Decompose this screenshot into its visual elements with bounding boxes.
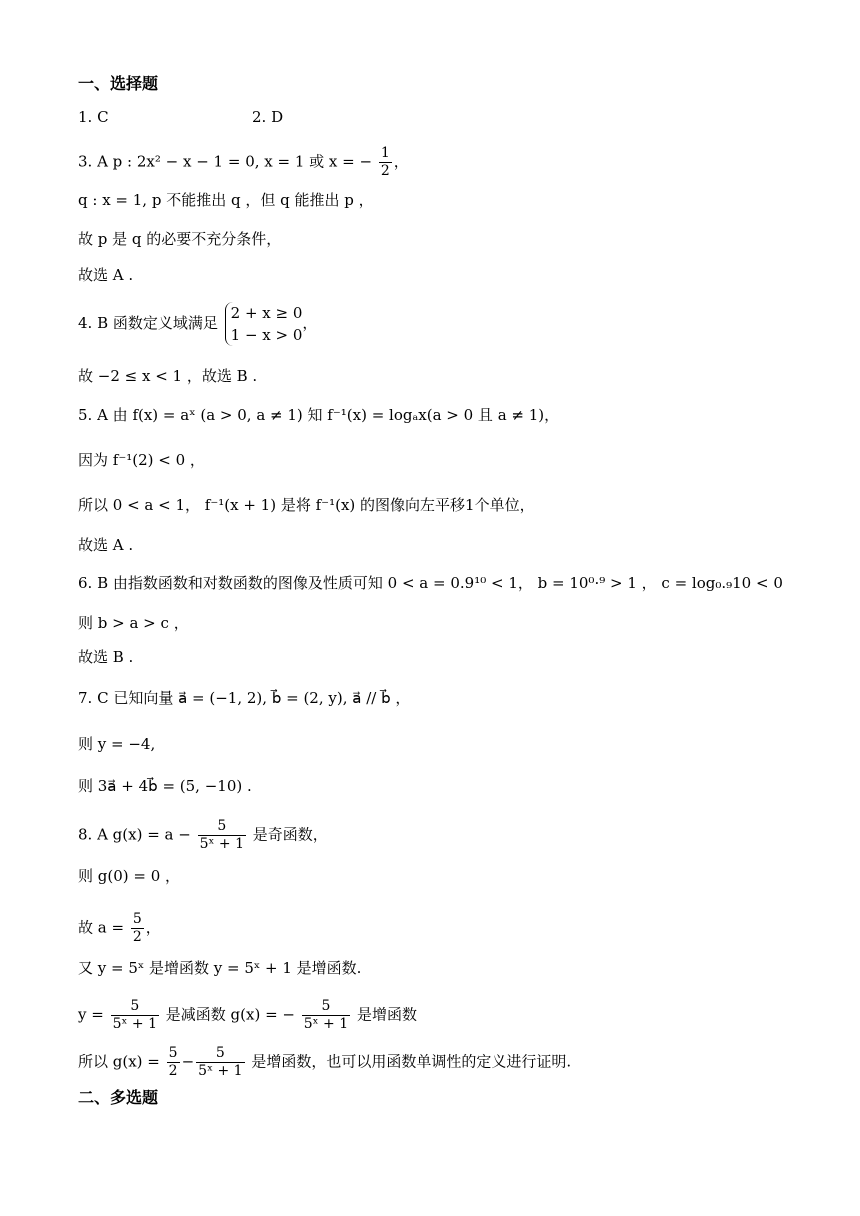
answer-1: 1. C <box>78 108 109 126</box>
fraction-denominator: 2 <box>168 1063 178 1079</box>
answer-8-l5-tail: 是增函数 <box>356 1005 417 1024</box>
answer-4-line-2: 故 −2 ≤ x < 1 ，故选 B . <box>78 367 258 385</box>
answer-5-line-4: 故选 A . <box>78 536 134 554</box>
answer-8-l3-head: 故 a = <box>78 918 125 937</box>
fraction-numerator: 5 <box>302 998 350 1016</box>
answer-5-line-1: 5. A 由 f(x) = aˣ (a > 0, a ≠ 1) 知 f⁻¹(x) = logₐx(a > 0 且 a ≠ 1)， <box>78 406 560 424</box>
answer-8-line-4: 又 y = 5ˣ 是增函数 y = 5ˣ + 1 是增函数. <box>78 959 362 977</box>
fraction-numerator: 5 <box>111 998 159 1016</box>
fraction <box>167 1045 180 1080</box>
fraction-denominator: 5ˣ + 1 <box>199 836 245 852</box>
fraction-denominator: 2 <box>380 163 390 179</box>
minus-sign: − <box>181 1052 195 1071</box>
fraction-numerator: 5 <box>132 911 142 927</box>
fraction-numerator: 5 <box>168 1045 178 1061</box>
answer-3-line-1 <box>78 145 409 180</box>
fraction-numerator: 5 <box>196 1045 244 1063</box>
fraction-denominator: 2 <box>132 929 142 945</box>
fraction <box>198 818 246 853</box>
fraction <box>111 998 159 1033</box>
fraction <box>302 998 350 1033</box>
answer-8-l5-mid: 是减函数 g(x) = − <box>165 1005 295 1024</box>
fraction-denominator: 5ˣ + 1 <box>198 1063 243 1079</box>
answer-3-line-2: q : x = 1, p 不能推出 q ，但 q 能推出 p ， <box>78 191 374 209</box>
answer-8-tail: 是奇函数， <box>252 825 328 844</box>
fraction <box>131 911 144 946</box>
section-title-multi: 二、多选题 <box>78 1088 159 1107</box>
answer-8-line-5 <box>78 998 417 1033</box>
answer-8-l5-head: y = <box>78 1005 104 1024</box>
answer-3-line-3: 故 p 是 q 的必要不充分条件， <box>78 230 282 248</box>
answer-3-line-4: 故选 A . <box>78 266 134 284</box>
answer-8-head: 8. A g(x) = a − <box>78 825 191 844</box>
fraction-denominator: 5ˣ + 1 <box>112 1016 157 1032</box>
answer-7-line-3: 则 3a⃗ + 4b⃗ = (5, −10) . <box>78 777 252 795</box>
answer-8-line-2: 则 g(0) = 0 ， <box>78 867 181 885</box>
answer-7-line-1: 7. C 已知向量 a⃗ = (−1, 2), b⃗ = (2, y), a⃗ // b⃗ ， <box>78 689 411 707</box>
answer-4-head: 4. B 函数定义域满足 <box>78 314 218 332</box>
answer-4-line-1 <box>78 302 317 346</box>
fraction-numerator: 5 <box>198 818 246 836</box>
answer-6-line-1: 6. B 由指数函数和对数函数的图像及性质可知 0 < a = 0.9¹⁰ < 1， b = 10⁰·⁹ > 1 ， c = log₀.₉10 < 0 <box>78 574 783 592</box>
fraction <box>196 1045 244 1080</box>
inequality-2: 1 − x > 0 <box>230 326 303 344</box>
inequality-system <box>225 302 303 346</box>
answer-5-line-2: 因为 f⁻¹(2) < 0 ， <box>78 451 205 469</box>
answer-8-line-6 <box>78 1045 571 1080</box>
answer-7-line-2: 则 y = −4, <box>78 735 156 753</box>
fraction-denominator: 5ˣ + 1 <box>303 1016 349 1032</box>
fraction <box>379 145 392 180</box>
answer-5-line-3: 所以 0 < a < 1， f⁻¹(x + 1) 是将 f⁻¹(x) 的图像向左平移1个单位， <box>78 496 535 514</box>
answer-4-tail: ， <box>302 314 318 332</box>
answer-3-head: 3. A p : 2x² − x − 1 = 0, x = 1 或 x = − <box>78 152 373 171</box>
answer-8-l6-head: 所以 g(x) = <box>78 1052 160 1071</box>
answer-8-line-3 <box>78 911 161 946</box>
answer-3-tail: ， <box>393 152 409 171</box>
answer-8-l6-tail: 是增函数，也可以用函数单调性的定义进行证明. <box>251 1052 572 1071</box>
inequality-1: 2 + x ≥ 0 <box>230 304 303 322</box>
answer-6-line-2: 则 b > a > c ， <box>78 614 189 632</box>
answer-2: 2. D <box>252 108 284 126</box>
section-title-choice: 一、选择题 <box>78 74 159 93</box>
answer-8-l3-tail: ， <box>145 918 161 937</box>
answer-8-line-1 <box>78 818 328 853</box>
fraction-numerator: 1 <box>380 145 390 161</box>
answer-6-line-3: 故选 B . <box>78 648 134 666</box>
